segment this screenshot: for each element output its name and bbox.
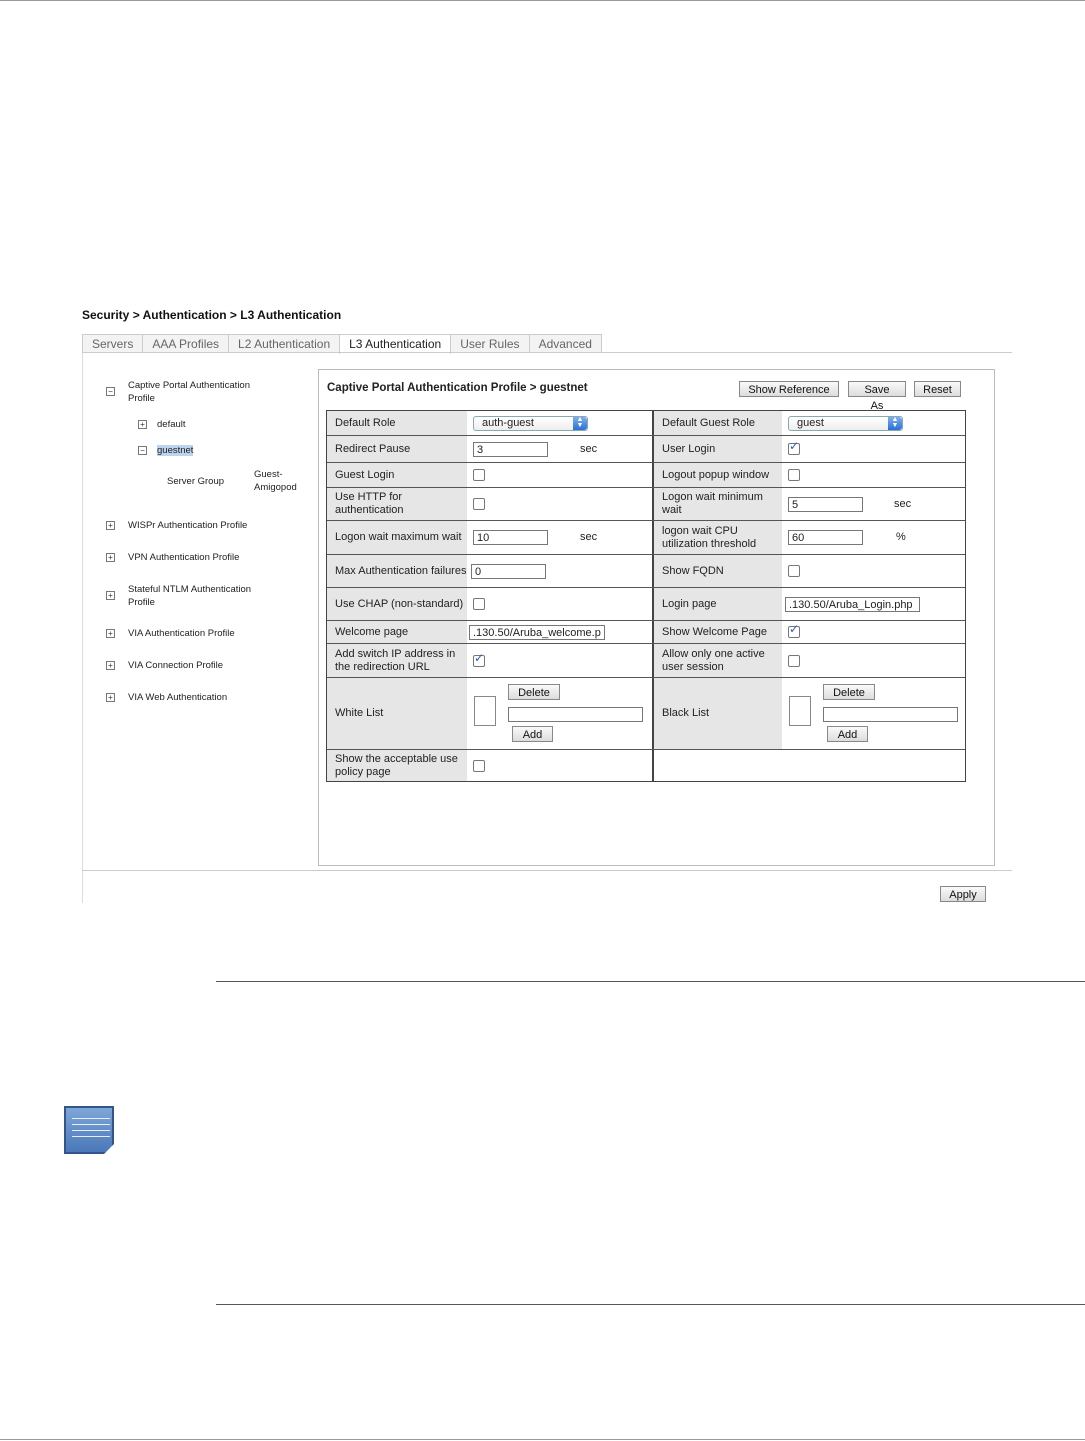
show-fqdn-label: Show FQDN	[654, 555, 782, 587]
guest-login-label: Guest Login	[327, 463, 467, 487]
tree-label: Captive Portal Authentication Profile	[128, 380, 250, 404]
tree-via-auth[interactable]	[106, 627, 235, 640]
login-page-label: Login page	[654, 588, 782, 620]
welcome-page-input[interactable]: .130.50/Aruba_welcome.p	[469, 625, 605, 640]
show-fqdn-checkbox[interactable]	[788, 565, 800, 577]
expand-icon[interactable]: +	[106, 693, 115, 702]
table-row	[327, 411, 965, 436]
tree-guestnet[interactable]	[138, 444, 193, 457]
logon-cpu-input[interactable]: 60	[788, 530, 863, 545]
table-row	[327, 488, 965, 521]
expand-icon[interactable]: +	[106, 629, 115, 638]
white-list-add-button[interactable]: Add	[512, 726, 553, 742]
tree-label: Stateful NTLM Authentication Profile	[128, 584, 252, 608]
default-guest-role-label: Default Guest Role	[654, 411, 782, 435]
login-page-input[interactable]: .130.50/Aruba_Login.php	[785, 597, 920, 612]
select-arrows-icon: ▲ ▼	[573, 417, 587, 430]
use-chap-checkbox[interactable]	[473, 598, 485, 610]
use-http-checkbox[interactable]	[473, 498, 485, 510]
use-chap-label: Use CHAP (non-standard)	[327, 588, 467, 620]
show-welcome-label: Show Welcome Page	[654, 621, 782, 643]
black-list-delete-button[interactable]: Delete	[823, 684, 875, 700]
black-list-editor	[782, 678, 965, 749]
apply-button[interactable]: Apply	[940, 886, 986, 902]
tree-captive-portal[interactable]	[106, 379, 266, 405]
tree-label: VPN Authentication Profile	[128, 552, 240, 563]
max-auth-fail-input[interactable]: 0	[471, 564, 546, 579]
user-login-checkbox[interactable]	[788, 443, 800, 455]
tab-servers[interactable]: Servers	[82, 334, 143, 353]
black-list-input[interactable]	[823, 707, 958, 722]
table-row	[327, 588, 965, 621]
tree-label-selected: guestnet	[157, 445, 194, 456]
reset-button[interactable]: Reset	[914, 381, 961, 397]
user-login-label: User Login	[654, 436, 782, 462]
tree-label: VIA Web Authentication	[128, 692, 228, 703]
logon-wait-min-input[interactable]: 5	[788, 497, 863, 512]
tree-label: VIA Connection Profile	[128, 660, 224, 671]
max-auth-fail-label: Max Authentication failures	[327, 555, 467, 587]
show-welcome-checkbox[interactable]	[788, 626, 800, 638]
table-row	[327, 521, 965, 555]
tab-bar	[82, 334, 601, 353]
logon-wait-max-label: Logon wait maximum wait	[327, 521, 467, 554]
expand-icon[interactable]: +	[138, 420, 147, 429]
content-left-border	[82, 353, 83, 903]
table-row	[327, 678, 965, 750]
tree-via-conn[interactable]	[106, 659, 223, 672]
default-guest-role-select[interactable]	[788, 416, 903, 431]
logout-popup-checkbox[interactable]	[788, 469, 800, 481]
footer-divider	[82, 870, 1012, 871]
unit-sec: sec	[580, 531, 598, 543]
white-list-label: White List	[327, 678, 467, 749]
settings-grid	[326, 410, 966, 782]
expand-icon[interactable]: +	[106, 521, 115, 530]
use-http-label: Use HTTP for authentication	[327, 488, 467, 520]
tree-label: WISPr Authentication Profile	[128, 520, 248, 531]
tab-advanced[interactable]: Advanced	[529, 334, 602, 353]
expand-icon[interactable]: +	[106, 591, 115, 600]
default-role-label: Default Role	[327, 411, 467, 435]
white-list-delete-button[interactable]: Delete	[508, 684, 560, 700]
allow-one-session-label: Allow only one active user session	[654, 644, 782, 677]
table-row	[327, 750, 965, 781]
tab-underline	[82, 352, 1012, 353]
table-row	[327, 644, 965, 678]
tab-aaa-profiles[interactable]: AAA Profiles	[142, 334, 229, 353]
save-as-button[interactable]: Save As	[848, 381, 906, 397]
white-list-box[interactable]	[474, 696, 496, 726]
collapse-icon[interactable]: −	[138, 446, 147, 455]
panel-title: Captive Portal Authentication Profile > guestnet	[327, 382, 588, 394]
tree-wispr[interactable]	[106, 519, 247, 532]
aup-label: Show the acceptable use policy page	[327, 750, 467, 781]
show-reference-button[interactable]: Show Reference	[739, 381, 839, 397]
tree-via-web[interactable]	[106, 691, 227, 704]
select-arrows-icon: ▲ ▼	[888, 417, 902, 430]
tree-vpn[interactable]	[106, 551, 239, 564]
white-list-input[interactable]	[508, 707, 643, 722]
default-guest-role-value: guest	[797, 416, 824, 429]
collapse-icon[interactable]: −	[106, 387, 115, 396]
logout-popup-label: Logout popup window	[654, 463, 782, 487]
guest-login-checkbox[interactable]	[473, 469, 485, 481]
expand-icon[interactable]: +	[106, 661, 115, 670]
table-row	[327, 555, 965, 588]
logon-wait-max-input[interactable]: 10	[473, 530, 548, 545]
white-list-editor	[467, 678, 652, 749]
expand-icon[interactable]: +	[106, 553, 115, 562]
add-switch-ip-checkbox[interactable]	[473, 655, 485, 667]
default-role-select[interactable]	[473, 416, 588, 431]
logon-wait-min-label: Logon wait minimum wait	[654, 488, 782, 520]
note-bottom-rule	[216, 1304, 1085, 1305]
default-role-value: auth-guest	[482, 416, 534, 429]
tab-user-rules[interactable]: User Rules	[450, 334, 529, 353]
tree-label: default	[157, 419, 186, 430]
note-icon	[64, 1106, 114, 1154]
aup-checkbox[interactable]	[473, 760, 485, 772]
redirect-pause-input[interactable]: 3	[473, 442, 548, 457]
tree-default[interactable]	[138, 418, 186, 431]
server-group-label: Server Group	[167, 476, 225, 487]
tree-label: VIA Authentication Profile	[128, 628, 235, 639]
black-list-box[interactable]	[789, 696, 811, 726]
server-group-value: Guest-Amigopod	[254, 469, 297, 493]
logon-cpu-label: logon wait CPU utilization threshold	[654, 521, 782, 554]
note-top-rule	[216, 981, 1085, 982]
black-list-add-button[interactable]: Add	[827, 726, 868, 742]
allow-one-session-checkbox[interactable]	[788, 655, 800, 667]
redirect-pause-label: Redirect Pause	[327, 436, 467, 462]
table-row	[327, 463, 965, 488]
tab-l3-authentication[interactable]: L3 Authentication	[339, 334, 451, 354]
table-row	[327, 436, 965, 463]
unit-sec: sec	[580, 442, 598, 455]
empty-cell	[654, 750, 965, 781]
add-switch-ip-label: Add switch IP address in the redirection URL	[327, 644, 467, 677]
bottom-rule	[0, 1439, 1085, 1440]
tree-stateful-ntlm[interactable]	[106, 583, 266, 609]
breadcrumb: Security > Authentication > L3 Authentication	[82, 308, 342, 322]
unit-percent: %	[896, 531, 906, 543]
tab-l2-authentication[interactable]: L2 Authentication	[228, 334, 340, 353]
unit-sec: sec	[894, 497, 912, 510]
black-list-label: Black List	[654, 678, 782, 749]
welcome-page-label: Welcome page	[327, 621, 467, 643]
table-row	[327, 621, 965, 644]
top-rule	[0, 0, 1085, 1]
